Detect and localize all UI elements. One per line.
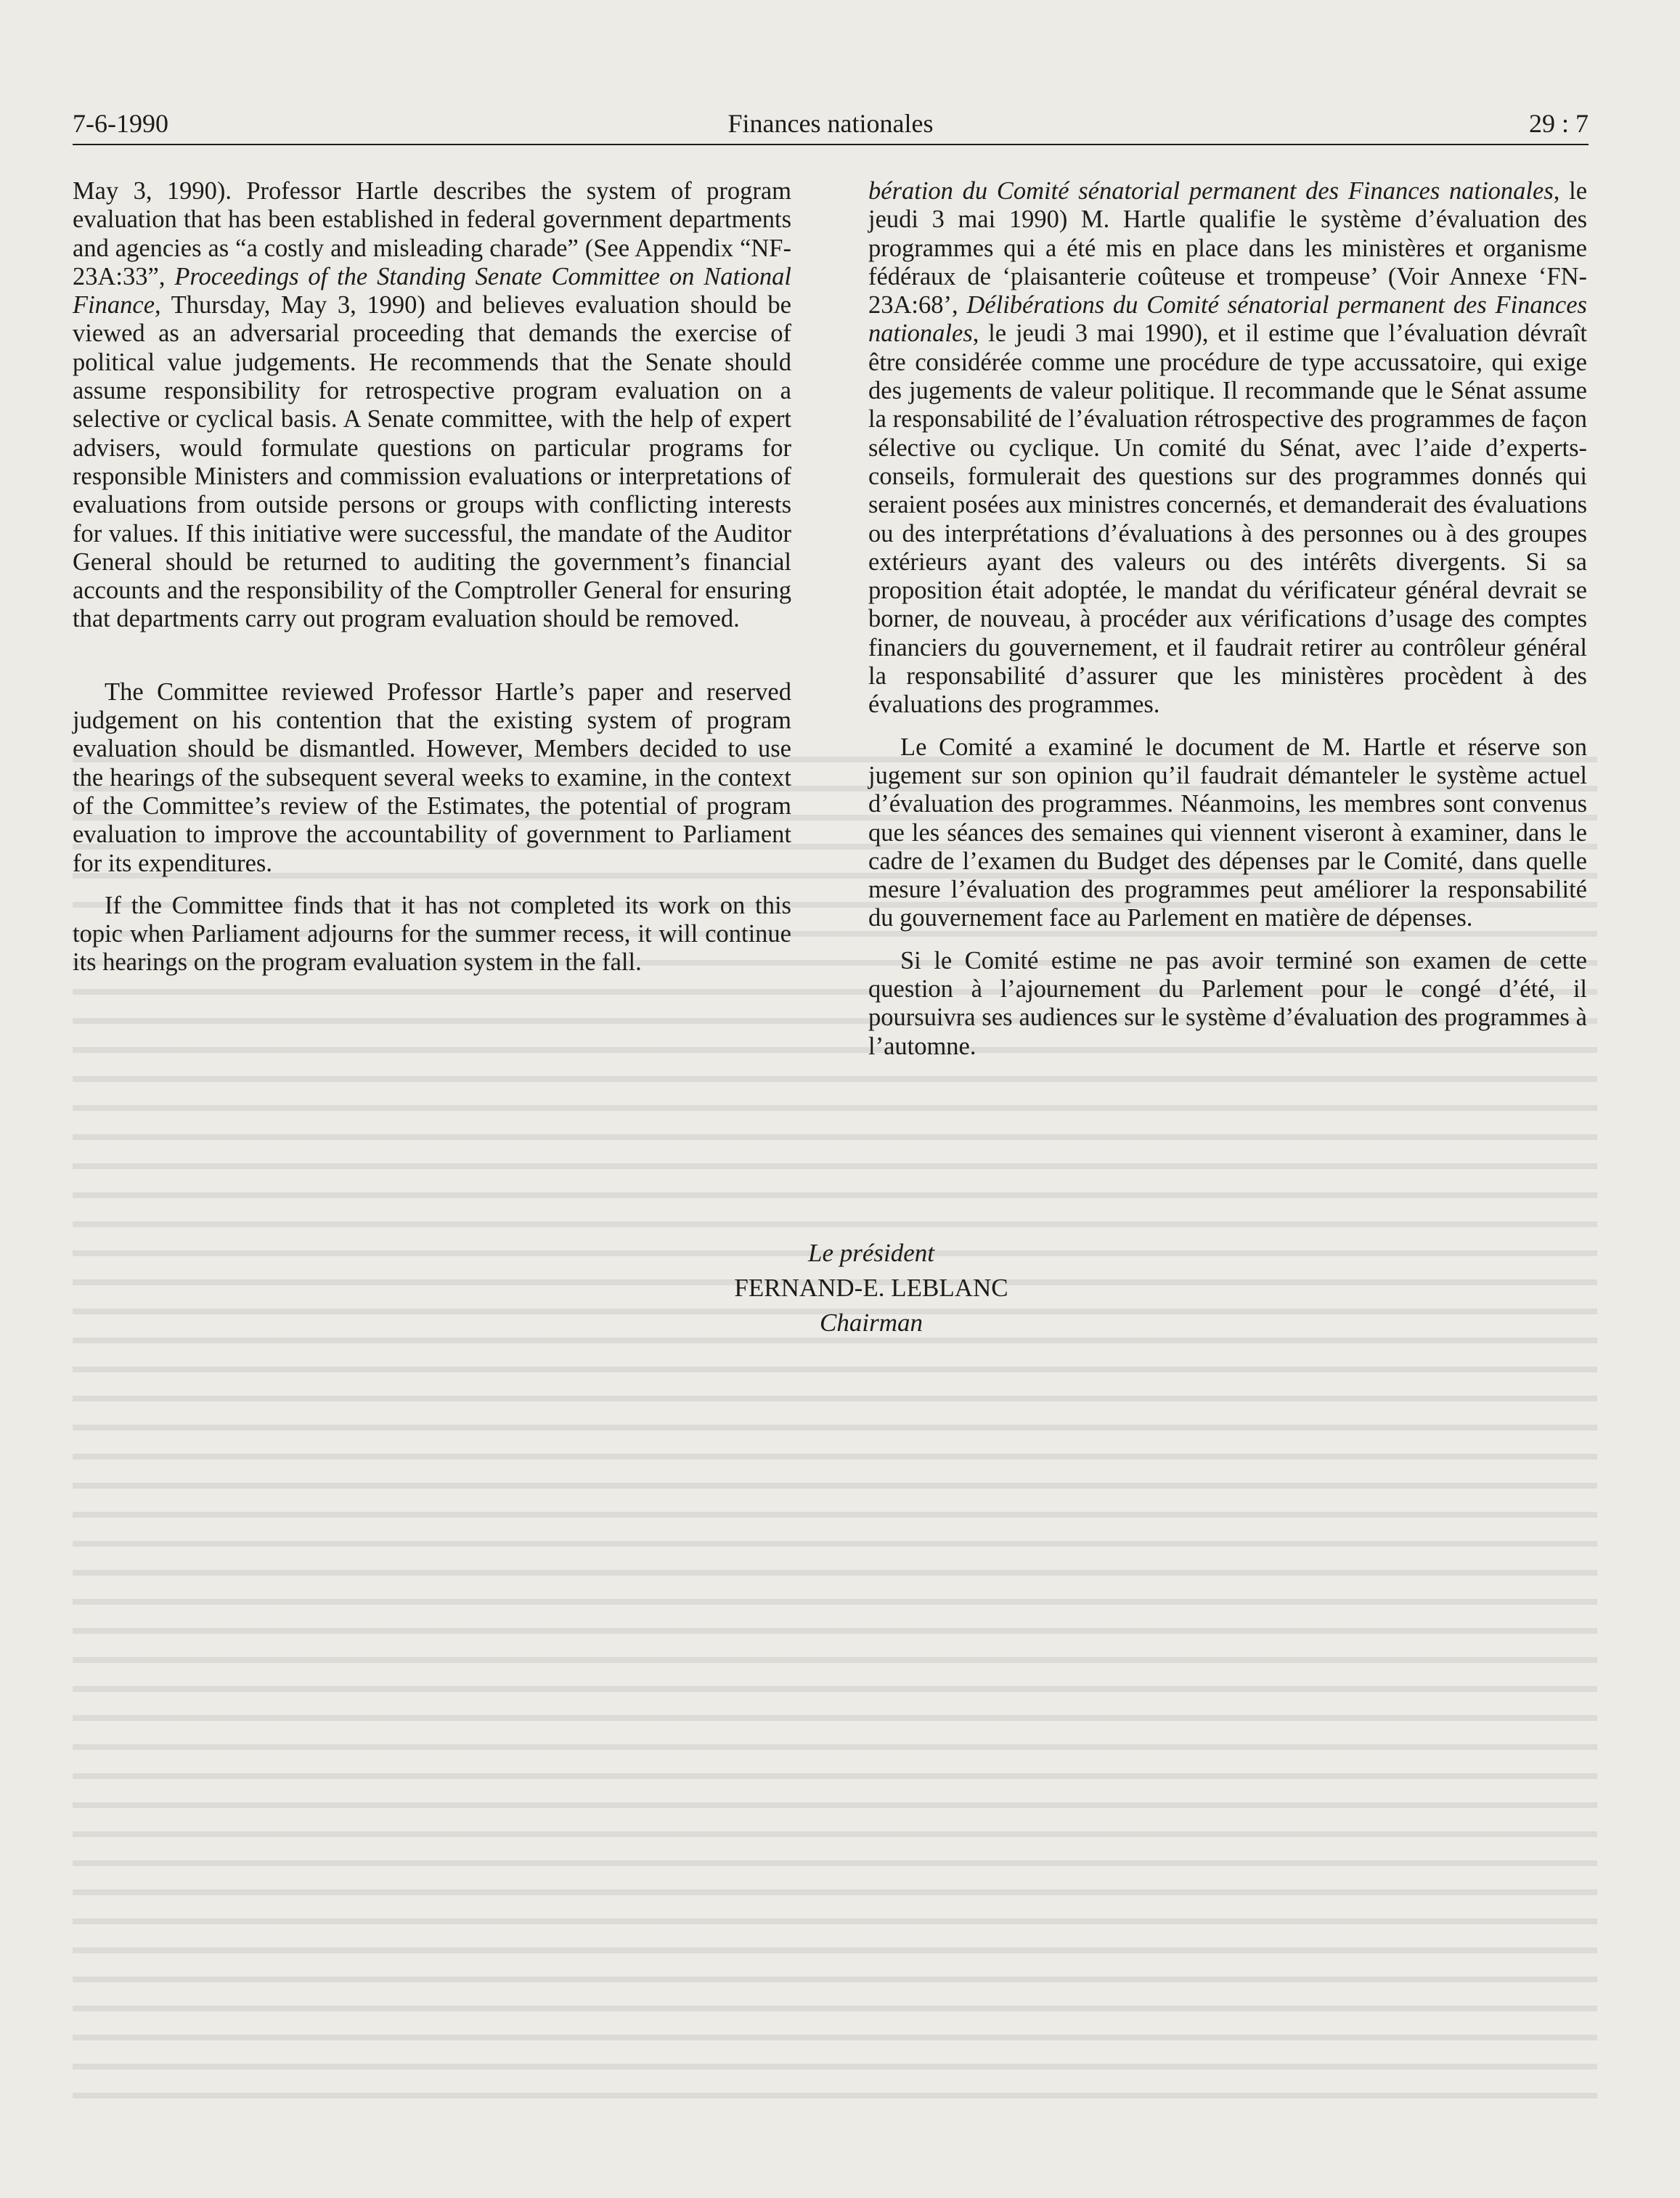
french-column: [868, 177, 1587, 1061]
signature-role-fr: Le président: [807, 1239, 934, 1267]
header-title: Finances nationales: [727, 109, 934, 138]
french-reference-b: Délibérations du Comité sénatorial permanent des Finances nationales: [868, 291, 1587, 348]
english-paragraph-3: If the Committee finds that it has not completed its work on this topic when Parliament adjourns for the summer recess, it will continue its hearings on the program evaluation system in the fall.: [73, 891, 791, 977]
french-paragraph-2: Le Comité a examiné le document de M. Hartle et réserve son jugement sur son opinion qu’il faudrait démanteler le système actuel d’évaluation des programmes. Néanmoins, les membres sont convenus que les séances des semaines qui viennent viseront à examiner, dans le cadre de l’examen du Budget des dépenses par le Comité, dans quelle mesure l’évaluation des programmes peut améliorer la responsabilité du gouvernement face au Parlement en matière de dépenses.: [868, 733, 1587, 932]
french-paragraph-3: Si le Comité estime ne pas avoir terminé son examen de cette question à l’ajournement du Parlement pour le congé d’été, il poursuivra ses audiences sur le système d’évaluation des programmes à l’automne.: [868, 946, 1587, 1060]
signature-block: [653, 1239, 1089, 1338]
header-page-number: 29 : 7: [1528, 109, 1589, 138]
page-header: [73, 103, 1589, 145]
header-date: 7-6-1990: [73, 109, 168, 138]
french-paragraph-1: bération du Comité sénatorial permanent des Finances nationales, le jeudi 3 mai 1990) M. Hartle qualifie le système d’évaluation des programmes qui a été mis en place dans les ministères et organisme fédéraux de ‘plaisanterie coûteuse et trompeuse’ (Voir Annexe ‘FN-23A:68’, Délibérations du Comité sénatorial permanent des Finances nationales, le jeudi 3 mai 1990), et il estime que l’évaluation dévraît être considérée comme une procédure de type accussatoire, qui exige des jugements de valeur politique. Il recommande que le Sénat assume la responsabilité de l’évaluation rétrospective des programmes de façon sélective ou cyclique. Un comité du Sénat, avec l’aide d’experts-conseils, formulerait des questions sur des programmes donnés qui seraient posées aux ministres concernés, et demanderait des évaluations ou des interprétations d’évaluations à des personnes ou à des groupes extérieurs ayant des valeurs ou des intérêts divergents. Si sa proposition était adoptée, le mandat du vérificateur général devrait se borner, de nouveau, à procéder aux vérifications d’usage des comptes financiers du gouvernement, et il faudrait retirer au contrôleur général la responsabilité d’assurer que les ministères procèdent à des évaluations des programmes.: [868, 177, 1588, 719]
french-reference-a: bération du Comité sénatorial permanent des Finances nationales: [868, 177, 1554, 205]
english-paragraph-2: The Committee reviewed Professor Hartle’s paper and reserved judgement on his contention that the existing system of program evaluation should be dismantled. However, Members decided to use the hearings of the subsequent several weeks to examine, in the context of the Committee’s review of the Estimates, the potential of program evaluation to improve the accountability of government to Parliament for its expenditures.: [73, 677, 791, 877]
signature-name: FERNAND-E. LEBLANC: [734, 1274, 1008, 1302]
english-column: [73, 177, 791, 977]
signature-role-en: Chairman: [820, 1308, 923, 1337]
english-paragraph-1: May 3, 1990). Professor Hartle describes the system of program evaluation that has been established in federal government departments and agencies as “a costly and misleading charade” (See Appendix “NF-23A:33”, Proceedings of the Standing Senate Committee on National Finance, Thursday, May 3, 1990) and believes evaluation should be viewed as an adversarial proceeding that demands the exercise of political value judgements. He recommends that the Senate should assume responsibility for retrospective program evaluation on a selective or cyclical basis. A Senate committee, with the help of expert advisers, would formulate questions on particular programs for responsible Ministers and commission evaluations or interpretations of evaluations from outside persons or groups with conflicting interests for values. If this initiative were successful, the mandate of the Auditor General should be returned to auditing the government’s financial accounts and the responsibility of the Comptroller General for ensuring that departments carry out program evaluation should be removed.: [73, 177, 791, 633]
english-reference: Proceedings of the Standing Senate Committee on National Finance: [73, 262, 791, 319]
